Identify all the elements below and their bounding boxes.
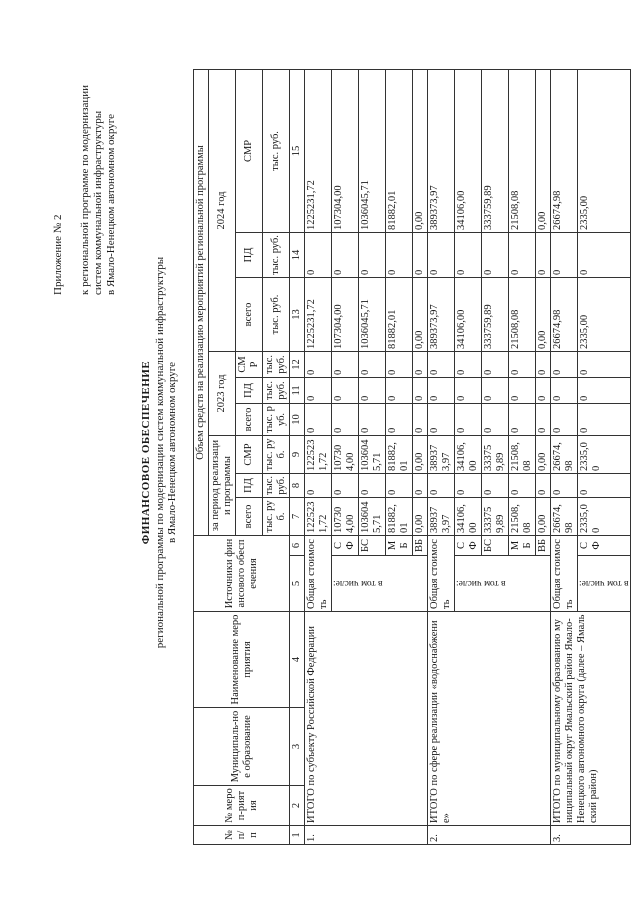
value-cell: 0 (455, 232, 482, 277)
value-cell: 0 (482, 473, 509, 497)
value-cell: 0 (482, 377, 509, 403)
line-label: Общая стоимость (305, 535, 332, 611)
value-cell: 0 (455, 377, 482, 403)
value-cell: 0 (509, 377, 536, 403)
funding-source-code: СФ (455, 535, 482, 555)
value-cell: 0 (332, 403, 359, 435)
header-sub-smr: СМР (236, 351, 263, 377)
index-cell: 7 (290, 497, 305, 535)
table-row (551, 69, 578, 844)
header-unit: тыс. руб. (263, 497, 290, 535)
value-cell: 389373,97 (428, 69, 455, 232)
including-label: в том числе: (456, 578, 506, 589)
row-number: 2. (428, 826, 551, 845)
value-cell: 0 (551, 403, 578, 435)
value-cell: 107304,00 (332, 435, 359, 473)
header-period-total: за период реализации программы (209, 435, 236, 535)
header-unit: тыс. руб. (263, 403, 290, 435)
value-cell: 0 (455, 351, 482, 377)
value-cell: 0 (536, 403, 551, 435)
index-cell: 4 (290, 612, 305, 708)
value-cell: 21508,08 (509, 497, 536, 535)
document-subtitle: региональной программы по модернизации систем коммунальной инфраструктуры (154, 256, 166, 649)
value-cell: 0 (482, 232, 509, 277)
value-cell: 0 (578, 351, 631, 377)
value-cell: 0 (332, 377, 359, 403)
appendix-line: систем коммунальной инфраструктуры (92, 110, 104, 295)
value-cell: 0 (578, 473, 631, 497)
index-cell: 2 (290, 786, 305, 826)
value-cell: 0 (509, 473, 536, 497)
value-cell: 0,00 (536, 435, 551, 473)
document-title: ФИНАНСОВОЕ ОБЕСПЕЧЕНИЕ (140, 360, 152, 545)
header-sub-pd: ПД (236, 377, 263, 403)
value-cell: 21508,08 (509, 435, 536, 473)
header-unit: тыс. руб. (263, 435, 290, 473)
funding-source-code: БС (359, 535, 386, 555)
value-cell: 0,00 (413, 277, 428, 351)
including-label-cell (455, 556, 551, 612)
funding-source-code: СФ (332, 535, 359, 555)
value-cell: 1225231,72 (305, 435, 332, 473)
index-row (290, 69, 305, 844)
value-cell: 0 (428, 473, 455, 497)
value-cell: 0 (578, 377, 631, 403)
value-cell: 0 (413, 377, 428, 403)
funding-source-code: ВБ (413, 535, 428, 555)
header-sub-smr: СМР (236, 435, 263, 473)
line-label: Общая стоимость (551, 535, 578, 611)
value-cell: 34106,00 (455, 497, 482, 535)
header-unit: тыс. руб. (263, 473, 290, 497)
header-sub-total: всего (236, 277, 263, 351)
value-cell: 0 (551, 473, 578, 497)
document-subtitle: в Ямало-Ненецком автономном округе (166, 362, 178, 544)
funding-source-code: ВБ (536, 535, 551, 555)
value-cell: 0 (428, 403, 455, 435)
value-cell: 0 (509, 403, 536, 435)
index-cell: 5 (290, 556, 305, 612)
row-number: 3. (551, 826, 631, 845)
value-cell: 0 (482, 351, 509, 377)
value-cell: 0 (428, 377, 455, 403)
value-cell: 1225231,72 (305, 69, 332, 232)
value-cell: 1225231,72 (305, 277, 332, 351)
funding-source-code: МБ (386, 535, 413, 555)
value-cell: 0 (305, 232, 332, 277)
value-cell: 2335,00 (578, 497, 631, 535)
including-label: в том числе: (579, 578, 629, 589)
header-unit: тыс. руб. (263, 377, 290, 403)
value-cell: 0 (359, 351, 386, 377)
value-cell: 0 (359, 232, 386, 277)
value-cell: 1036045,71 (359, 497, 386, 535)
value-cell: 389373,97 (428, 277, 455, 351)
funding-source-code: МБ (509, 535, 536, 555)
value-cell: 0 (386, 351, 413, 377)
value-cell: 0 (509, 232, 536, 277)
value-cell: 34106,00 (455, 435, 482, 473)
value-cell: 0,00 (536, 277, 551, 351)
value-cell: 0 (551, 377, 578, 403)
index-cell: 11 (290, 377, 305, 403)
value-cell: 34106,00 (455, 277, 482, 351)
value-cell: 107304,00 (332, 277, 359, 351)
value-cell: 107304,00 (332, 69, 359, 232)
value-cell: 0 (536, 377, 551, 403)
table-row (428, 69, 455, 844)
including-label-cell (332, 556, 428, 612)
value-cell: 0 (578, 232, 631, 277)
value-cell: 333759,89 (482, 277, 509, 351)
index-cell: 13 (290, 277, 305, 351)
value-cell: 0,00 (413, 435, 428, 473)
value-cell: 0 (413, 403, 428, 435)
value-cell: 26674,98 (551, 69, 578, 232)
value-cell: 0,00 (536, 497, 551, 535)
header-measure-name: Наименование мероприятия (194, 612, 290, 708)
line-label: Общая стоимость (428, 535, 455, 611)
appendix-line: в Ямало-Ненецком автономном округе (105, 113, 117, 295)
value-cell: 1225231,72 (305, 497, 332, 535)
value-cell: 0,00 (413, 497, 428, 535)
value-cell: 333759,89 (482, 69, 509, 232)
value-cell: 0 (305, 473, 332, 497)
value-cell: 0 (359, 473, 386, 497)
value-cell: 26674,98 (551, 277, 578, 351)
index-cell: 8 (290, 473, 305, 497)
value-cell: 107304,00 (332, 497, 359, 535)
value-cell: 0 (413, 351, 428, 377)
index-cell: 10 (290, 403, 305, 435)
value-cell: 0,00 (536, 69, 551, 232)
header-sub-total: всего (236, 497, 263, 535)
value-cell: 21508,08 (509, 69, 536, 232)
value-cell: 81882,01 (386, 435, 413, 473)
header-year-2023: 2023 год (209, 351, 236, 435)
value-cell: 0 (455, 473, 482, 497)
value-cell: 0 (536, 351, 551, 377)
index-cell: 14 (290, 232, 305, 277)
value-cell: 0 (386, 232, 413, 277)
index-cell: 1 (290, 826, 305, 845)
header-source: Источники финансового обеспечения (194, 535, 290, 611)
funding-source-code: СФ (578, 535, 631, 555)
value-cell: 0 (536, 473, 551, 497)
appendix-number: Приложение № 2 (52, 214, 64, 295)
value-cell: 0 (332, 232, 359, 277)
value-cell: 0 (578, 403, 631, 435)
value-cell: 2335,00 (578, 435, 631, 473)
value-cell: 0 (428, 351, 455, 377)
index-cell: 15 (290, 69, 305, 232)
value-cell: 333759,89 (482, 497, 509, 535)
row-title: ИТОГО по сфере реализации «водоснабжение» (428, 612, 551, 826)
header-unit: тыс. руб. (263, 232, 290, 277)
header-sub-pd: ПД (236, 232, 263, 277)
value-cell: 0 (359, 377, 386, 403)
value-cell: 0 (386, 377, 413, 403)
value-cell: 0 (305, 403, 332, 435)
value-cell: 333759,89 (482, 435, 509, 473)
header-municipality: Муниципаль-ное образование (194, 708, 290, 786)
value-cell: 34106,00 (455, 69, 482, 232)
header-volume-group: Объем средств на реализацию мероприятий региональной программы (194, 69, 209, 535)
funding-source-code: БС (482, 535, 509, 555)
value-cell: 0 (509, 351, 536, 377)
row-title: ИТОГО по муниципальному образованию муниципальный округ Ямальский район Ямало-Ненецкого автономного округа (далее – Ямальский район) (551, 612, 631, 826)
value-cell: 0 (428, 232, 455, 277)
value-cell: 0 (455, 403, 482, 435)
appendix-note (52, 25, 118, 295)
index-cell: 6 (290, 535, 305, 555)
value-cell: 0 (413, 232, 428, 277)
row-title: ИТОГО по субъекту Российской Федерации (305, 612, 428, 826)
value-cell: 0 (551, 351, 578, 377)
header-sub-smr: СМР (236, 69, 263, 232)
value-cell: 0 (332, 351, 359, 377)
value-cell: 0 (332, 473, 359, 497)
index-cell: 9 (290, 435, 305, 473)
header-sub-pd: ПД (236, 473, 263, 497)
value-cell: 26674,98 (551, 497, 578, 535)
value-cell: 0 (536, 232, 551, 277)
header-sub-total: всего (236, 403, 263, 435)
value-cell: 26674,98 (551, 435, 578, 473)
value-cell: 0 (305, 351, 332, 377)
financing-table (193, 69, 631, 845)
header-unit: тыс. руб. (263, 277, 290, 351)
index-cell: 3 (290, 708, 305, 786)
value-cell: 1036045,71 (359, 69, 386, 232)
value-cell: 1036045,71 (359, 435, 386, 473)
value-cell: 2335,00 (578, 277, 631, 351)
header-year-2024: 2024 год (209, 69, 236, 351)
value-cell: 21508,08 (509, 277, 536, 351)
value-cell: 1036045,71 (359, 277, 386, 351)
value-cell: 2335,00 (578, 69, 631, 232)
row-number: 1. (305, 826, 428, 845)
value-cell: 389373,97 (428, 435, 455, 473)
value-cell: 81882,01 (386, 497, 413, 535)
header-measure-no: № мероп-риятия (194, 786, 290, 826)
value-cell: 0 (359, 403, 386, 435)
table-row (305, 69, 332, 844)
value-cell: 81882,01 (386, 277, 413, 351)
value-cell: 0 (413, 473, 428, 497)
value-cell: 0 (482, 403, 509, 435)
including-label-cell (578, 556, 631, 612)
value-cell: 0 (305, 377, 332, 403)
header-unit: тыс. руб. (263, 351, 290, 377)
index-cell: 12 (290, 351, 305, 377)
value-cell: 0 (551, 232, 578, 277)
value-cell: 0,00 (413, 69, 428, 232)
value-cell: 389373,97 (428, 497, 455, 535)
header-unit: тыс. руб. (263, 69, 290, 232)
value-cell: 81882,01 (386, 69, 413, 232)
header-no: № п/п (194, 826, 290, 845)
including-label: в том числе: (333, 578, 383, 589)
value-cell: 0 (386, 403, 413, 435)
value-cell: 0 (386, 473, 413, 497)
appendix-line: к региональной программе по модернизации (79, 84, 91, 295)
